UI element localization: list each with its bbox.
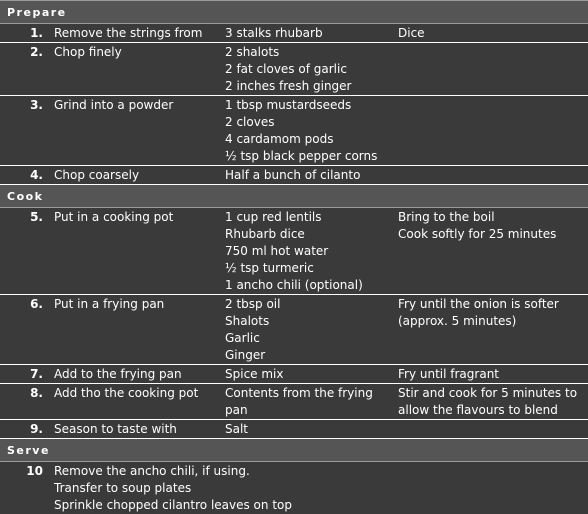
section-title: Serve	[0, 439, 588, 462]
step-notes	[394, 295, 588, 365]
step-ingredients-line: Shalots	[225, 313, 392, 330]
step-action	[50, 208, 221, 295]
step-notes-line: Cook softly for 25 minutes	[398, 226, 586, 243]
step-ingredients-line: 1 cup red lentils	[225, 209, 392, 226]
step-action	[50, 384, 221, 420]
step-notes	[394, 208, 588, 295]
step-ingredients-line: 1 ancho chili (optional)	[225, 277, 392, 294]
section-header-prepare	[0, 1, 588, 24]
step-number: 9.	[0, 420, 50, 439]
step-action-line: Put in a cooking pot	[54, 209, 219, 226]
step-notes	[394, 365, 588, 384]
step-notes	[394, 24, 588, 43]
step-number: 2.	[0, 43, 50, 96]
step-action-line: Grind into a powder	[54, 97, 219, 114]
step-notes	[394, 96, 588, 166]
step-ingredients	[221, 365, 394, 384]
step-action-line: Sprinkle chopped cilantro leaves on top	[54, 497, 586, 514]
step-ingredients-line: 2 tbsp oil	[225, 296, 392, 313]
step-action	[50, 365, 221, 384]
step-number: 5.	[0, 208, 50, 295]
step-row	[0, 295, 588, 365]
step-row	[0, 462, 588, 514]
step-ingredients-line: Ginger	[225, 347, 392, 364]
step-notes-line: Fry until the onion is softer	[398, 296, 586, 313]
step-number: 1.	[0, 24, 50, 43]
step-action	[50, 24, 221, 43]
step-row	[0, 43, 588, 96]
step-ingredients	[221, 208, 394, 295]
step-ingredients-line: 1 tbsp mustardseeds	[225, 97, 392, 114]
step-notes-line: allow the flavours to blend	[398, 402, 586, 419]
step-ingredients-line: 750 ml hot water	[225, 243, 392, 260]
step-row	[0, 166, 588, 185]
section-title: Prepare	[0, 1, 588, 24]
step-action-line: Put in a frying pan	[54, 296, 219, 313]
step-notes-line: Bring to the boil	[398, 209, 586, 226]
step-ingredients-line: 3 stalks rhubarb	[225, 25, 392, 42]
step-row	[0, 384, 588, 420]
step-action	[50, 166, 221, 185]
step-ingredients-line: Spice mix	[225, 366, 392, 383]
step-action-line: Remove the strings from	[54, 25, 219, 42]
step-action-line: Add to the frying pan	[54, 366, 219, 383]
step-row	[0, 420, 588, 439]
step-number: 6.	[0, 295, 50, 365]
step-ingredients	[221, 96, 394, 166]
step-notes	[394, 43, 588, 96]
step-ingredients	[221, 420, 394, 439]
step-row	[0, 24, 588, 43]
step-action-line: Chop finely	[54, 44, 219, 61]
step-action	[50, 420, 221, 439]
step-notes-line: Dice	[398, 25, 586, 42]
step-action-line: Transfer to soup plates	[54, 480, 586, 497]
step-action	[50, 462, 588, 514]
step-action-line: Remove the ancho chili, if using.	[54, 463, 586, 480]
step-ingredients-line: 4 cardamom pods	[225, 131, 392, 148]
step-notes	[394, 166, 588, 185]
step-ingredients-line: ½ tsp turmeric	[225, 260, 392, 277]
step-row	[0, 96, 588, 166]
step-action	[50, 96, 221, 166]
step-ingredients-line: 2 shalots	[225, 44, 392, 61]
step-ingredients-line: Half a bunch of cilanto	[225, 167, 392, 184]
step-ingredients	[221, 295, 394, 365]
step-action-line: Season to taste with	[54, 421, 219, 438]
section-title: Cook	[0, 185, 588, 208]
step-action	[50, 43, 221, 96]
step-ingredients	[221, 166, 394, 185]
step-ingredients-line: ½ tsp black pepper corns	[225, 148, 392, 165]
step-row	[0, 208, 588, 295]
step-number: 10	[0, 462, 50, 514]
step-ingredients-line: 2 inches fresh ginger	[225, 78, 392, 95]
section-header-cook	[0, 185, 588, 208]
step-number: 4.	[0, 166, 50, 185]
step-ingredients	[221, 43, 394, 96]
step-ingredients-line: Garlic	[225, 330, 392, 347]
step-ingredients-line: Rhubarb dice	[225, 226, 392, 243]
step-ingredients-line: 2 fat cloves of garlic	[225, 61, 392, 78]
step-ingredients	[221, 24, 394, 43]
step-ingredients-line: 2 cloves	[225, 114, 392, 131]
section-header-serve	[0, 439, 588, 462]
step-number: 3.	[0, 96, 50, 166]
step-ingredients-line: pan	[225, 402, 392, 419]
step-number: 8.	[0, 384, 50, 420]
step-notes-line: Fry until fragrant	[398, 366, 586, 383]
step-ingredients-line: Contents from the frying	[225, 385, 392, 402]
step-notes	[394, 420, 588, 439]
step-ingredients-line: Salt	[225, 421, 392, 438]
step-number: 7.	[0, 365, 50, 384]
step-notes-line: (approx. 5 minutes)	[398, 313, 586, 330]
step-notes	[394, 384, 588, 420]
step-action-line: Add tho the cooking pot	[54, 385, 219, 402]
step-row	[0, 365, 588, 384]
step-action	[50, 295, 221, 365]
step-action-line: Chop coarsely	[54, 167, 219, 184]
step-notes-line: Stir and cook for 5 minutes to	[398, 385, 586, 402]
step-ingredients	[221, 384, 394, 420]
